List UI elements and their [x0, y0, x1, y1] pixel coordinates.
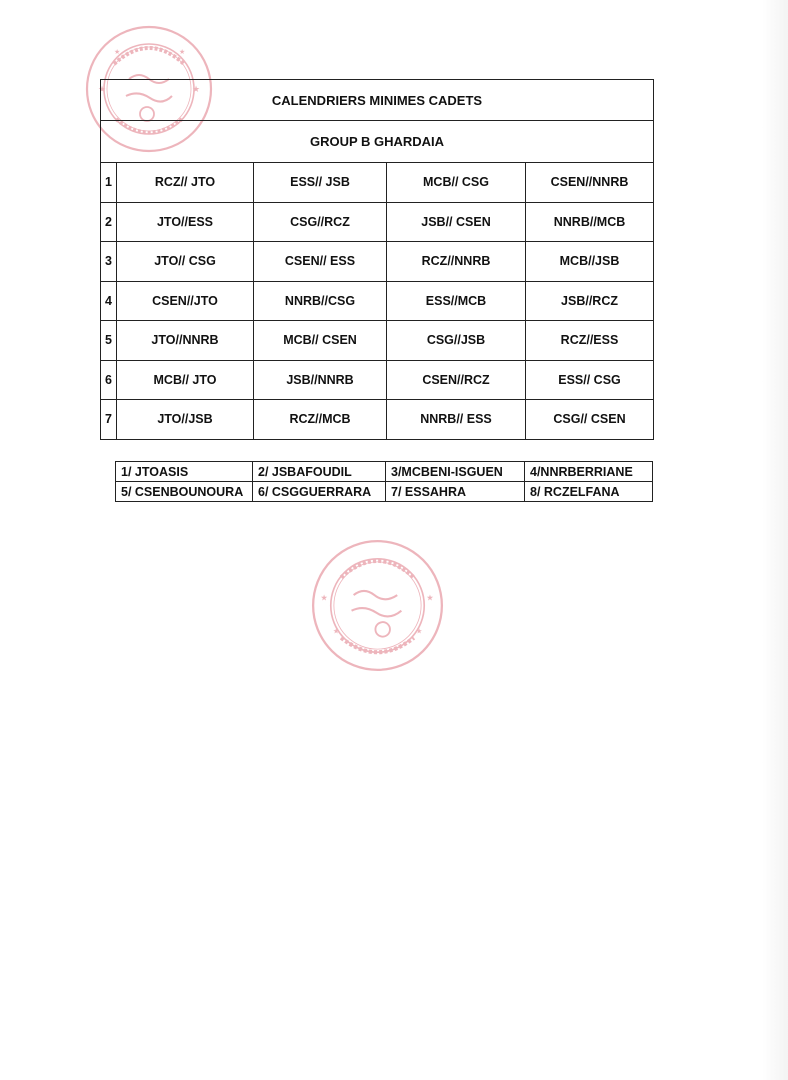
legend-team: 6/ CSGGUERRARA [253, 482, 386, 502]
round-number: 2 [101, 202, 117, 242]
match-cell: NNRB//CSG [254, 281, 387, 321]
svg-text:★: ★ [98, 85, 107, 95]
group-row [101, 121, 654, 163]
match-cell: MCB// CSG [387, 163, 526, 203]
legend-team: 5/ CSENBOUNOURA [116, 482, 253, 502]
match-cell: RCZ//MCB [254, 400, 387, 440]
match-cell: JSB//RCZ [526, 281, 654, 321]
match-cell: JSB// CSEN [387, 202, 526, 242]
match-cell: ESS// CSG [526, 360, 654, 400]
round-row [101, 321, 654, 361]
match-cell: MCB// JTO [117, 360, 254, 400]
round-row [101, 400, 654, 440]
round-number: 3 [101, 242, 117, 282]
table-title-row [101, 80, 654, 121]
match-cell: RCZ// JTO [117, 163, 254, 203]
legend-team: 4/NNRBERRIANE [525, 462, 653, 482]
match-cell: ESS//MCB [387, 281, 526, 321]
svg-text:★: ★ [332, 626, 340, 636]
svg-text:★: ★ [320, 592, 328, 603]
match-cell: JTO//ESS [117, 202, 254, 242]
round-row [101, 163, 654, 203]
match-cell: NNRB//MCB [526, 202, 654, 242]
round-number: 7 [101, 400, 117, 440]
group-title: GROUP B GHARDAIA [101, 121, 654, 163]
stamp-middle [310, 538, 445, 673]
match-cell: CSEN//JTO [117, 281, 254, 321]
match-cell: MCB// CSEN [254, 321, 387, 361]
round-number: 1 [101, 163, 117, 203]
match-cell: JSB//NNRB [254, 360, 387, 400]
legend-row [116, 462, 653, 482]
match-cell: CSEN//NNRB [526, 163, 654, 203]
match-cell: RCZ//NNRB [387, 242, 526, 282]
match-cell: ESS// JSB [254, 163, 387, 203]
round-number: 5 [101, 321, 117, 361]
match-cell: JTO// CSG [117, 242, 254, 282]
match-cell: CSG//RCZ [254, 202, 387, 242]
teams-legend-table [115, 461, 653, 502]
match-cell: MCB//JSB [526, 242, 654, 282]
legend-team: 1/ JTOASIS [116, 462, 253, 482]
match-cell: JTO//JSB [117, 400, 254, 440]
svg-text:★: ★ [192, 85, 201, 95]
match-cell: RCZ//ESS [526, 321, 654, 361]
svg-text:★: ★ [114, 48, 121, 56]
legend-team: 2/ JSBAFOUDIL [253, 462, 386, 482]
svg-text:★: ★ [179, 48, 186, 56]
match-cell: CSG//JSB [387, 321, 526, 361]
svg-text:★: ★ [415, 626, 423, 636]
legend-team: 8/ RCZELFANA [525, 482, 653, 502]
svg-text:★: ★ [426, 592, 434, 603]
round-number: 6 [101, 360, 117, 400]
round-row [101, 281, 654, 321]
match-cell: NNRB// ESS [387, 400, 526, 440]
round-row [101, 242, 654, 282]
round-row [101, 202, 654, 242]
scan-edge-shadow [762, 0, 788, 1080]
match-cell: CSEN//RCZ [387, 360, 526, 400]
match-cell: CSG// CSEN [526, 400, 654, 440]
schedule-table [100, 79, 654, 440]
match-cell: CSEN// ESS [254, 242, 387, 282]
round-number: 4 [101, 281, 117, 321]
match-cell: JTO//NNRB [117, 321, 254, 361]
legend-row [116, 482, 653, 502]
round-row [101, 360, 654, 400]
legend-team: 3/MCBENI-ISGUEN [386, 462, 525, 482]
legend-team: 7/ ESSAHRA [386, 482, 525, 502]
table-title: CALENDRIERS MINIMES CADETS [101, 80, 654, 121]
